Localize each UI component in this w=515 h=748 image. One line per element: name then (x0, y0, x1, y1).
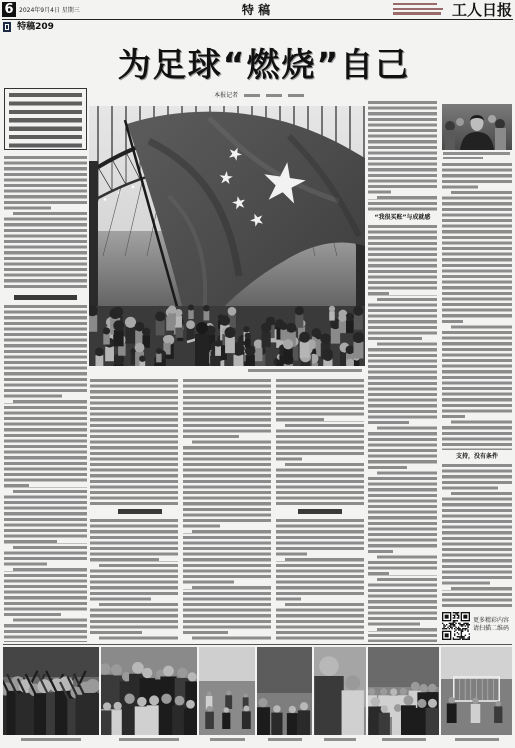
header-rule (2, 19, 513, 20)
strip-photo (441, 647, 512, 735)
article-title: 为足球“燃烧”自己 (117, 45, 411, 84)
paragraph-break (324, 418, 364, 421)
strip-photo-image (441, 647, 512, 735)
paragraph-break (420, 622, 437, 625)
paragraph-indent (368, 578, 377, 581)
paragraph-break (409, 421, 437, 424)
paragraph-break (302, 457, 364, 460)
paragraph-break (490, 581, 512, 584)
body-text-column (442, 464, 512, 607)
paragraph-break (234, 580, 271, 583)
main-photo (89, 106, 365, 366)
paragraph-indent (90, 636, 99, 639)
body-text-column (276, 519, 364, 642)
bottom-rule (3, 644, 512, 645)
strip-photo (368, 647, 439, 735)
paragraph-indent (442, 325, 451, 328)
portrait-photo-caption (443, 157, 483, 160)
strip-photo-caption (455, 738, 499, 741)
body-text-column (90, 379, 178, 505)
paragraph-break (57, 540, 87, 543)
paragraph-indent (442, 420, 451, 423)
strip-photo (199, 647, 255, 735)
body-text-column (368, 101, 437, 211)
lead-box (4, 88, 87, 150)
strip-photo-caption (268, 738, 302, 741)
editor-info-line (393, 12, 441, 14)
paragraph-break (151, 597, 178, 600)
lead-text (9, 93, 82, 148)
paragraph-indent (4, 400, 13, 403)
column-tag (3, 22, 54, 33)
paragraph-indent (442, 191, 451, 194)
byline-names (266, 94, 282, 97)
strip-photo-image (368, 647, 439, 735)
strip-photo-caption (119, 738, 179, 741)
paragraph-break (239, 435, 271, 438)
portrait-photo-caption (443, 152, 510, 155)
qr-caption-line: 更多精彩内容 (473, 617, 510, 624)
paragraph-break (62, 394, 87, 397)
paragraph-break (498, 486, 512, 489)
strip-photo-image (257, 647, 312, 735)
column-tag-icon (3, 22, 11, 32)
paragraph-break (407, 466, 437, 469)
subheading: “我很买账”与成就感 (374, 214, 431, 221)
body-text-column (90, 519, 178, 642)
paragraph-indent (276, 463, 285, 466)
paragraph-indent (276, 558, 285, 561)
paragraph-indent (368, 628, 377, 631)
paragraph-indent (368, 471, 377, 474)
paragraph-break (393, 550, 437, 553)
paragraph-break (465, 415, 512, 418)
subheading (14, 295, 77, 300)
paragraph-break (220, 524, 271, 527)
paragraph-break (61, 613, 87, 616)
paragraph-break (47, 562, 87, 565)
strip-photo-caption (382, 738, 426, 741)
paragraph-indent (442, 587, 451, 590)
paragraph-indent (4, 212, 13, 215)
paragraph-indent (183, 530, 192, 533)
qr-caption (473, 617, 513, 633)
strip-photo-caption (21, 738, 81, 741)
subheading (298, 509, 342, 514)
paragraph-indent (368, 426, 377, 429)
strip-photo-image (101, 647, 197, 735)
body-text-column (368, 225, 437, 642)
strip-photo-image (314, 647, 366, 735)
strip-photo-caption (210, 738, 245, 741)
paragraph-indent (442, 492, 451, 495)
coach-portrait-image (442, 104, 512, 150)
paragraph-break (463, 320, 512, 323)
strip-photo (257, 647, 312, 735)
subheading: 支持，没有条件 (455, 453, 498, 460)
paragraph-indent (368, 196, 377, 199)
paragraph-indent (4, 546, 13, 549)
paragraph-indent (368, 342, 377, 345)
editor-info (393, 3, 445, 17)
body-text-column (183, 379, 271, 642)
byline (183, 92, 335, 99)
qr-caption-line: 请扫描二维码 (473, 625, 510, 632)
qr-code (442, 612, 470, 640)
paragraph-indent (276, 424, 285, 427)
flag-stadium-image (89, 106, 365, 366)
paragraph-break (389, 292, 437, 295)
paragraph-indent (276, 603, 285, 606)
page-number-badge: 6 (2, 2, 16, 17)
paragraph-indent (183, 586, 192, 589)
paragraph-indent (90, 603, 99, 606)
strip-photo (101, 647, 197, 735)
portrait-photo (442, 104, 512, 150)
paragraph-break (228, 631, 271, 634)
paragraph-break (301, 597, 364, 600)
editor-info-line (393, 3, 437, 5)
bottom-photo-strip (0, 647, 515, 747)
paragraph-break (391, 190, 437, 193)
qr-code-image (442, 612, 470, 640)
editor-info-line (393, 8, 443, 10)
newspaper-logo: 工人日报 (451, 1, 512, 19)
paragraph-indent (183, 440, 192, 443)
section-title: 特 稿 (241, 3, 271, 17)
paragraph-indent (183, 636, 192, 639)
column-tag-label: 特稿209 (17, 22, 54, 32)
body-text-column (276, 379, 364, 505)
strip-photo (314, 647, 366, 735)
byline-names (244, 94, 260, 97)
paragraph-indent (368, 555, 377, 558)
paragraph-indent (4, 568, 13, 571)
paragraph-break (422, 337, 437, 340)
paragraph-indent (90, 564, 99, 567)
byline-label: 本报记者 (214, 92, 239, 99)
body-text-column (442, 163, 512, 450)
paragraph-indent (4, 618, 13, 621)
paragraph-break (307, 552, 364, 555)
strip-photo (3, 647, 99, 735)
strip-photo-image (3, 647, 99, 735)
issue-date: 2024年9月4日 星期三 (19, 7, 80, 14)
main-photo-caption (248, 369, 362, 372)
paragraph-break (142, 631, 178, 634)
strip-photo-caption (324, 738, 356, 741)
byline-names (288, 94, 304, 97)
crowd (89, 305, 365, 366)
paragraph-break (159, 558, 178, 561)
body-text-column (4, 305, 87, 642)
paragraph-break (51, 206, 87, 209)
paragraph-break (29, 484, 87, 487)
body-text-column (4, 156, 87, 290)
paragraph-indent (4, 490, 13, 493)
paragraph-indent (368, 298, 377, 301)
subheading (118, 509, 162, 514)
strip-photo-image (199, 647, 255, 735)
paragraph-break (478, 185, 512, 188)
paragraph-break (389, 572, 437, 575)
